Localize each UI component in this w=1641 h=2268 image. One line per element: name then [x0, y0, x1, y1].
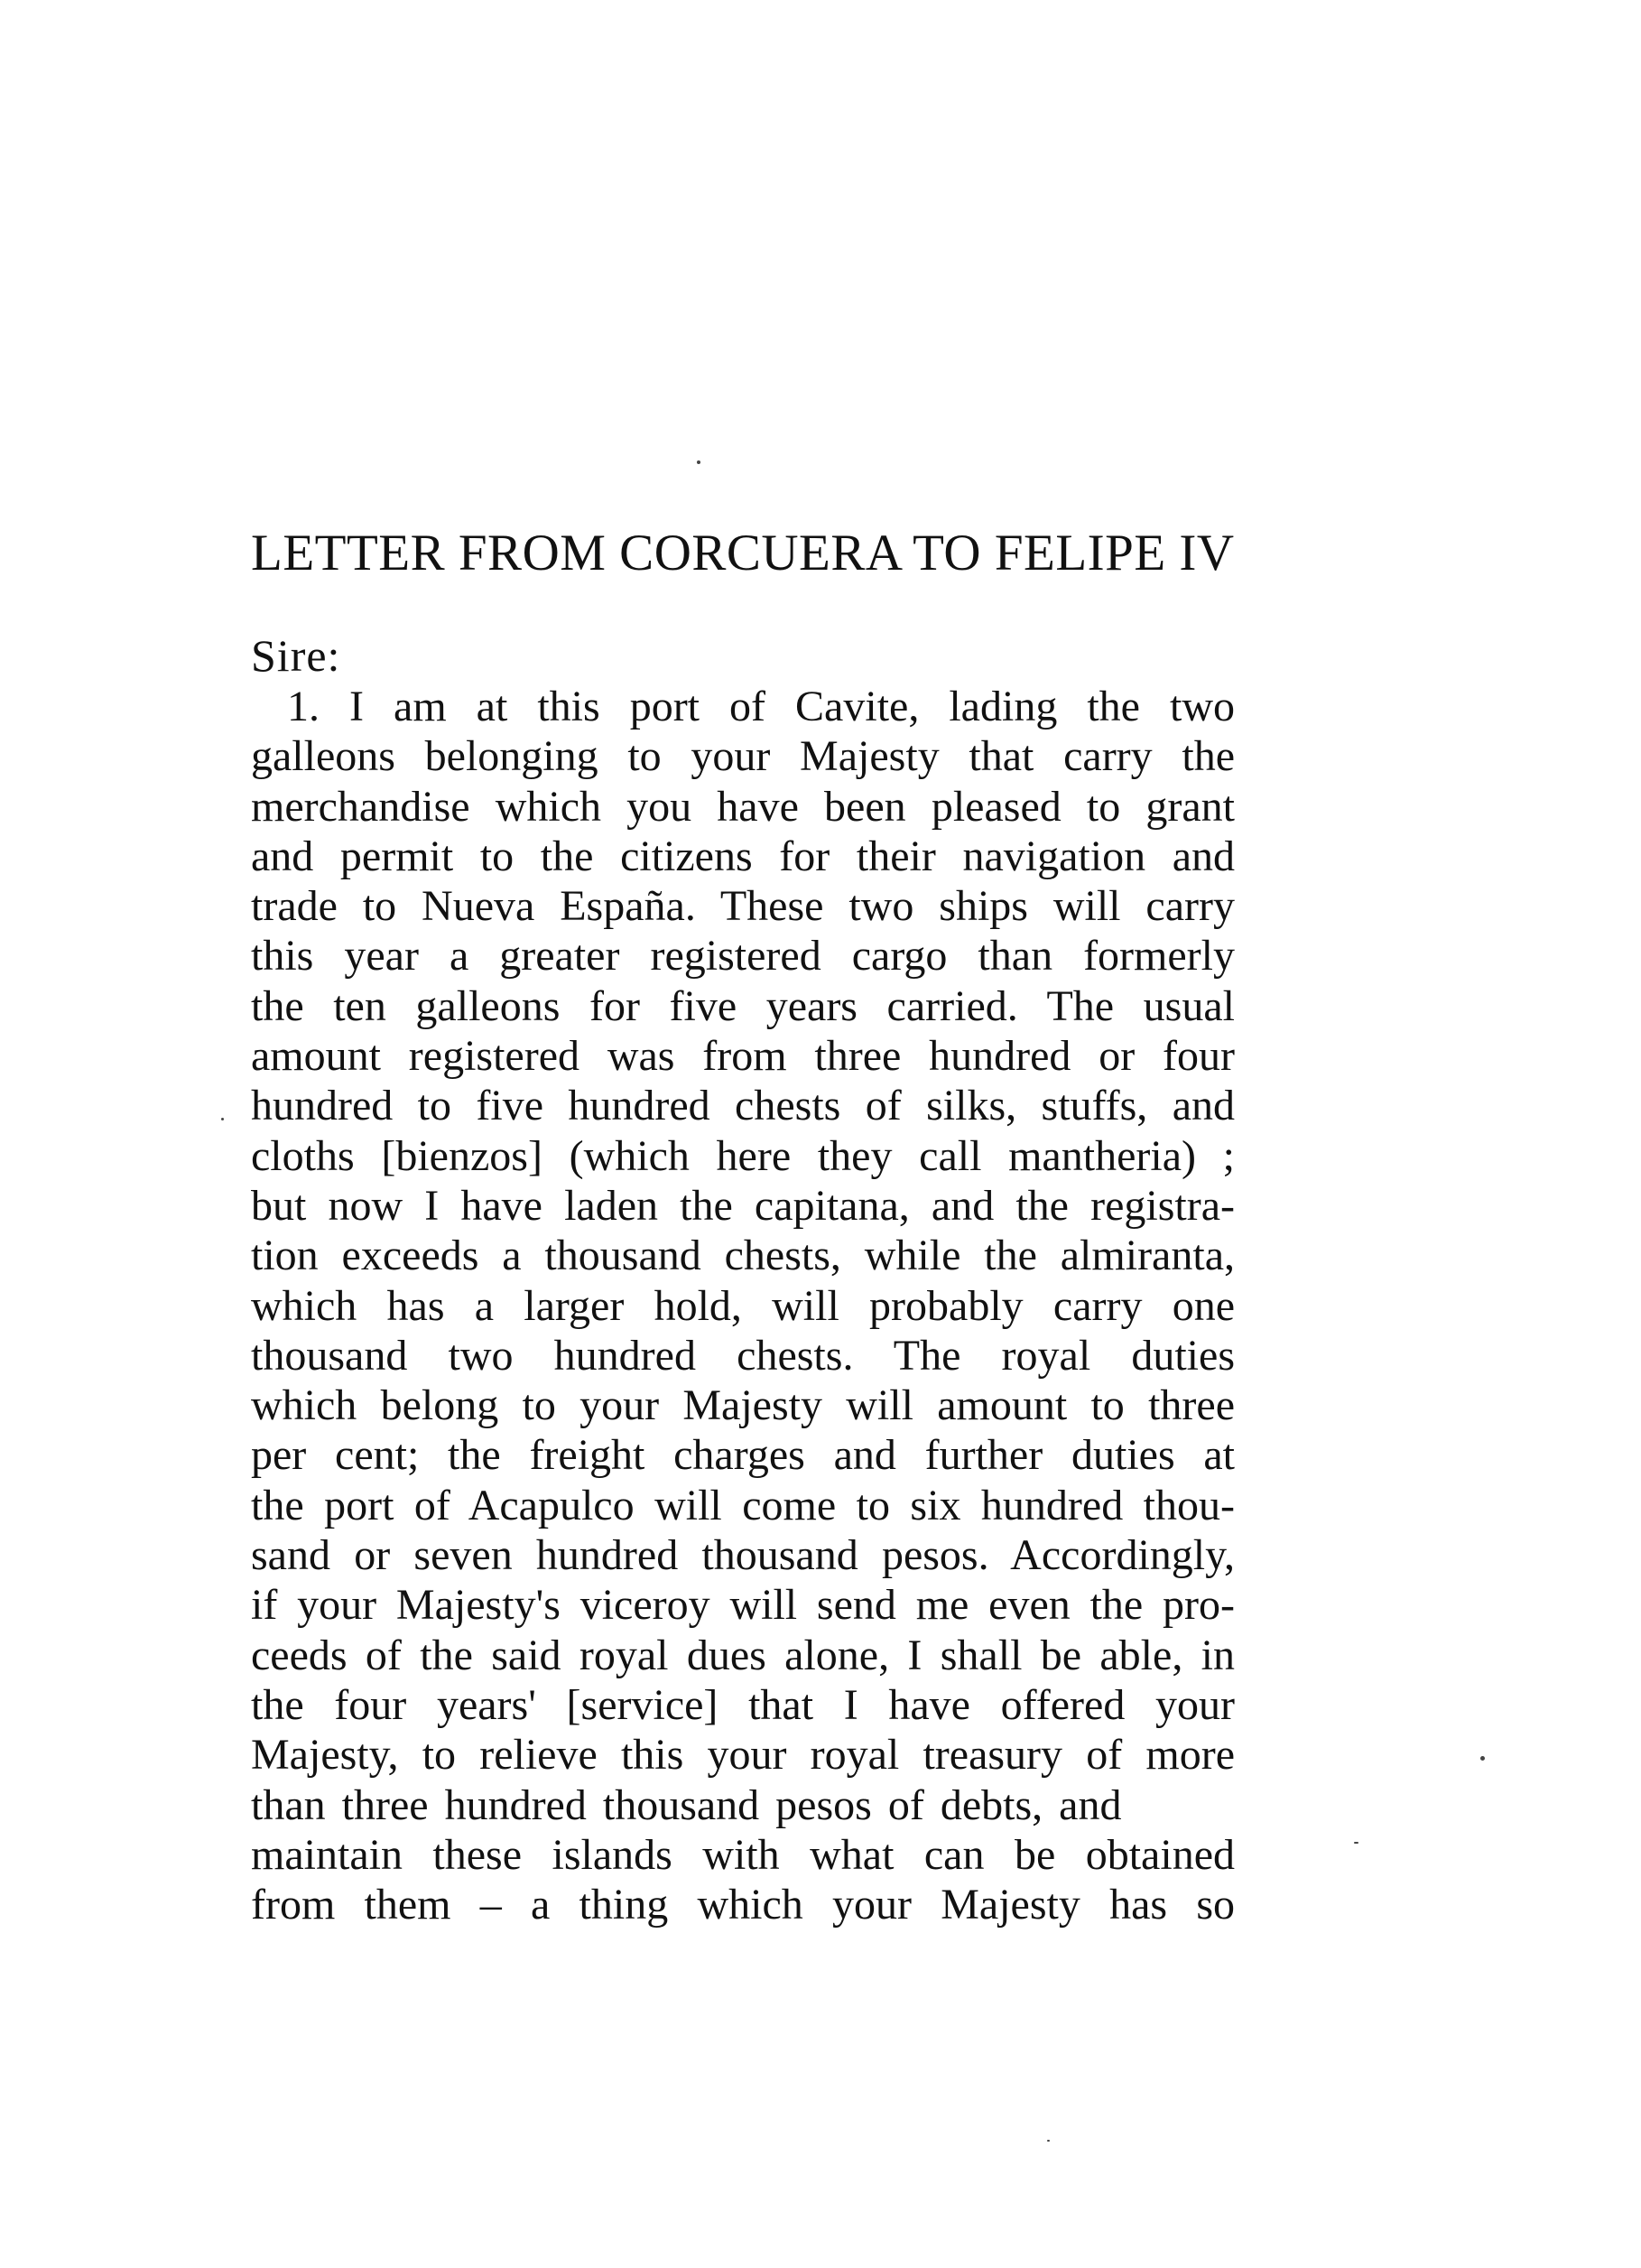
text-line: hundred to five hundred chests of silks, stuffs, and: [251, 1082, 1235, 1130]
letter-body: [251, 682, 1235, 1929]
scan-speck: [1047, 2140, 1050, 2142]
text-line: the four years' [service] that I have offered your: [251, 1680, 1235, 1729]
text-line: if your Majesty's viceroy will send me even the pro-: [251, 1581, 1235, 1630]
text-line: maintain these islands with what can be obtained: [251, 1830, 1235, 1879]
salutation: Sire:: [251, 630, 341, 681]
text-line: ceeds of the said royal dues alone, I shall be able, in: [251, 1631, 1235, 1679]
text-line: which belong to your Majesty will amount to three: [251, 1381, 1235, 1430]
text-line: and permit to the citizens for their navigation and: [251, 832, 1235, 880]
text-line: thousand two hundred chests. The royal duties: [251, 1331, 1235, 1380]
text-line: amount registered was from three hundred or four: [251, 1032, 1235, 1081]
scan-speck: [1354, 1842, 1358, 1844]
text-line: merchandise which you have been pleased to grant: [251, 782, 1235, 831]
text-line: from them – a thing which your Majesty has so: [251, 1881, 1235, 1929]
text-line: this year a greater registered cargo than formerly: [251, 932, 1235, 981]
text-line: but now I have laden the capitana, and the registra-: [251, 1181, 1235, 1230]
text-line: per cent; the freight charges and further duties at: [251, 1431, 1235, 1480]
text-line: which has a larger hold, will probably carry one: [251, 1281, 1235, 1330]
text-line: cloths [bienzos] (which here they call mantheria) ;: [251, 1131, 1235, 1180]
text-line: 1. I am at this port of Cavite, lading the two: [287, 683, 1235, 730]
text-line: the port of Acapulco will come to six hundred thou-: [251, 1481, 1235, 1529]
text-line: than three hundred thousand pesos of debts, and: [251, 1780, 1122, 1829]
text-line: galleons belonging to your Majesty that carry the: [251, 732, 1235, 781]
scan-speck: [1480, 1756, 1485, 1761]
text-line: tion exceeds a thousand chests, while the almiranta,: [251, 1232, 1235, 1280]
scan-speck: [221, 1118, 224, 1120]
text-line: Majesty, to relieve this your royal treasury of more: [251, 1731, 1235, 1780]
scan-speck: [697, 460, 700, 464]
text-line: sand or seven hundred thousand pesos. Accordingly,: [251, 1531, 1235, 1580]
text-line: trade to Nueva España. These two ships will carry: [251, 882, 1235, 931]
text-line: the ten galleons for five years carried. The usual: [251, 981, 1235, 1030]
page-title: LETTER FROM CORCUERA TO FELIPE IV: [251, 525, 1235, 581]
